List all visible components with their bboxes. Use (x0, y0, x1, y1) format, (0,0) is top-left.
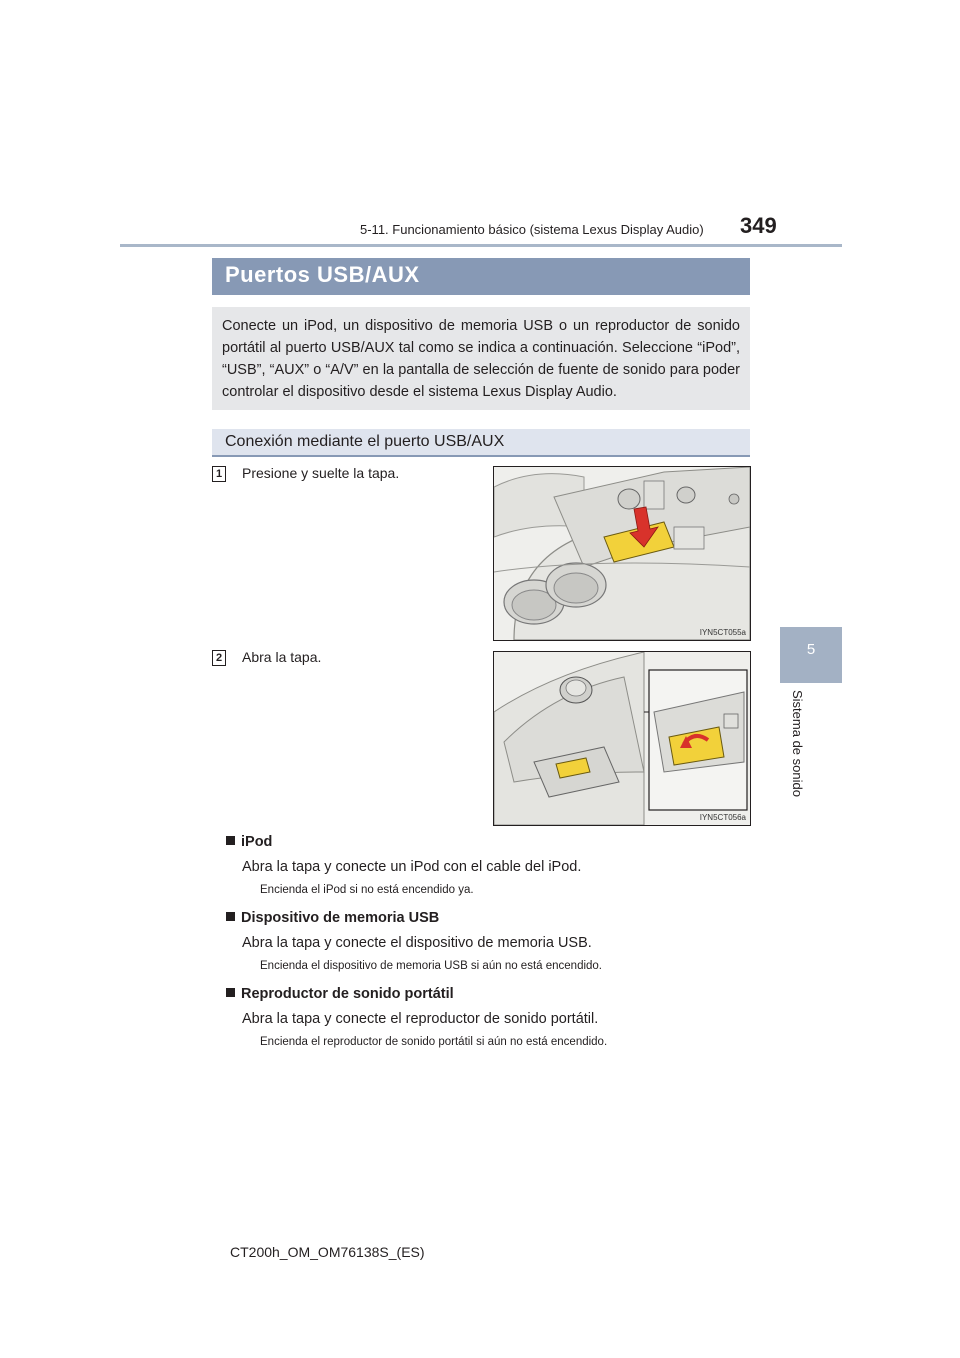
chapter-label: Sistema de sonido (790, 690, 805, 797)
bullet-title: Reproductor de sonido portátil (241, 986, 454, 1002)
section-title: Puertos USB/AUX (225, 262, 420, 287)
bullet-item-usb (226, 910, 746, 972)
bullet-note: Encienda el reproductor de sonido portátil si aún no está encendido. (260, 1036, 608, 1048)
console-open-illustration (494, 652, 750, 825)
bullet-body: Abra la tapa y conecte un iPod con el cable del iPod. (242, 859, 582, 875)
bullet-item-ipod (226, 834, 746, 896)
bullet-title: Dispositivo de memoria USB (241, 910, 440, 926)
square-bullet-icon (226, 836, 235, 845)
bullet-note: Encienda el iPod si no está encendido ya. (260, 884, 474, 896)
figure-press-lid (493, 466, 751, 641)
chapter-number: 5 (806, 641, 816, 658)
bullet-list (226, 834, 746, 1048)
square-bullet-icon (226, 912, 235, 921)
square-bullet-icon (226, 988, 235, 997)
running-header: 5-11. Funcionamiento básico (sistema Lexus Display Audio) (360, 222, 704, 237)
page-number: 349 (740, 213, 777, 238)
step-text-2: Abra la tapa. (242, 649, 322, 665)
figure-code-2: IYN5CT056a (699, 813, 746, 822)
bullet-body: Abra la tapa y conecte el dispositivo de memoria USB. (242, 935, 592, 951)
step-number-2: 2 (212, 650, 226, 666)
bullet-item-portable (226, 986, 746, 1048)
bullet-note: Encienda el dispositivo de memoria USB si aún no está encendido. (260, 960, 603, 972)
subsection-title: Conexión mediante el puerto USB/AUX (225, 433, 505, 450)
figure-open-lid (493, 651, 751, 826)
header-rule (120, 244, 842, 247)
document-code: CT200h_OM_OM76138S_(ES) (230, 1244, 425, 1260)
bullet-title: iPod (241, 834, 273, 850)
step-text-1: Presione y suelte la tapa. (242, 465, 400, 481)
console-press-illustration (494, 467, 750, 640)
intro-text: Conecte un iPod, un dispositivo de memoria USB o un reproductor de sonido portátil al puerto USB/AUX tal como se indica a continuación. Seleccione “iPod”, “USB”, “AUX” o “A/V” en la pantalla de selección de fuente de sonido para poder controlar el dispositivo desde el sistema Lexus Display Audio. (222, 318, 740, 400)
bullet-body: Abra la tapa y conecte el reproductor de sonido portátil. (242, 1011, 599, 1027)
step-number-1: 1 (212, 466, 226, 482)
figure-code-1: IYN5CT055a (699, 628, 746, 637)
